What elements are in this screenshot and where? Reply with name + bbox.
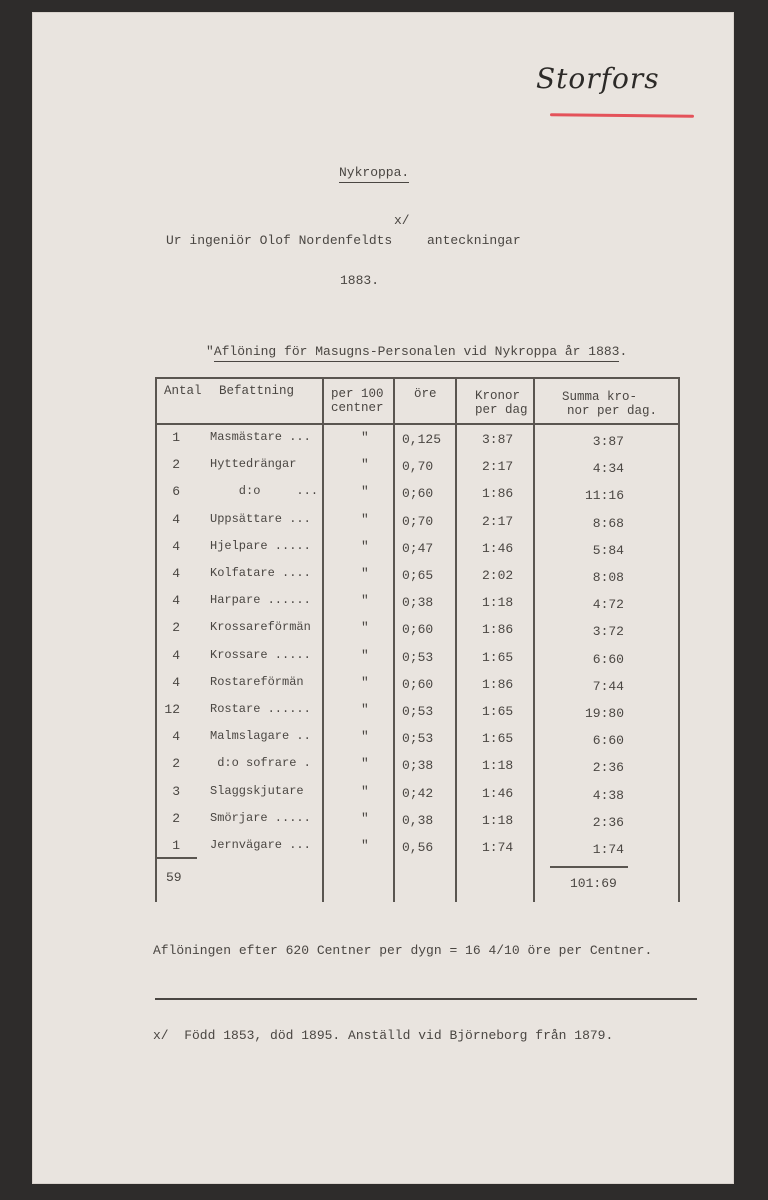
cell-kronor: 1:65 xyxy=(482,731,514,747)
cell-antal: 6 xyxy=(172,484,180,500)
cell-ore: 0;70 xyxy=(402,513,434,529)
cell-antal: 4 xyxy=(172,729,180,745)
cell-kronor: 1:18 xyxy=(482,595,514,611)
cell-per100: " xyxy=(361,593,369,609)
cell-kronor: 1:86 xyxy=(482,486,514,502)
cell-summa: 11:16 xyxy=(584,488,624,504)
cell-summa: 4:72 xyxy=(592,597,624,613)
cell-ore: 0;38 xyxy=(402,758,434,774)
cell-antal: 2 xyxy=(172,756,180,772)
cell-per100: " xyxy=(361,457,369,473)
cell-per100: " xyxy=(361,756,369,772)
cell-kronor: 1:46 xyxy=(482,540,514,556)
caption-quote: " xyxy=(206,344,214,359)
column-divider xyxy=(455,377,457,902)
summa-total-underline xyxy=(550,866,628,868)
column-divider xyxy=(533,377,535,902)
cell-antal: 4 xyxy=(172,647,180,663)
cell-befattning: d:o sofrare . xyxy=(210,756,311,771)
column-divider xyxy=(322,377,324,902)
table-right-border xyxy=(678,377,680,902)
summary-line: Aflöningen efter 620 Centner per dygn = 16 4/10 öre per Centner. xyxy=(153,943,653,958)
handwritten-label: Storfors xyxy=(536,62,660,95)
cell-befattning: Uppsättare ... xyxy=(210,511,311,526)
header-ore: öre xyxy=(414,387,437,401)
cell-antal: 2 xyxy=(172,620,180,636)
cell-per100: " xyxy=(361,674,369,690)
source-line-prefix: Ur ingeniör Olof Nordenfeldts xyxy=(166,233,393,248)
cell-ore: 0;53 xyxy=(402,649,434,665)
table-left-border xyxy=(155,377,157,902)
cell-befattning: Rostare ...... xyxy=(210,702,311,716)
cell-befattning: Krossareförmän xyxy=(210,620,311,635)
cell-kronor: 1:46 xyxy=(482,785,514,801)
cell-ore: 0;53 xyxy=(402,704,434,719)
cell-kronor: 1:65 xyxy=(482,649,514,665)
cell-ore: 0,38 xyxy=(402,812,434,828)
cell-ore: 0;42 xyxy=(402,785,434,801)
cell-befattning: Slaggskjutare xyxy=(210,783,304,798)
cell-summa: 6:60 xyxy=(592,651,624,667)
cell-antal: 4 xyxy=(172,593,180,609)
caption-text: Aflöning för Masugns-Personalen vid Nykroppa år 1883 xyxy=(214,344,620,362)
cell-summa: 3:87 xyxy=(592,434,624,449)
cell-kronor: 1:74 xyxy=(482,840,514,855)
cell-ore: 0,70 xyxy=(402,459,434,475)
table-caption xyxy=(206,344,627,359)
cell-summa: 8:08 xyxy=(592,570,624,585)
cell-per100: " xyxy=(361,647,369,663)
cell-ore: 0;47 xyxy=(402,540,434,556)
cell-per100: " xyxy=(361,538,369,554)
cell-per100: " xyxy=(361,620,369,636)
cell-ore: 0;65 xyxy=(402,568,434,583)
cell-ore: 0;53 xyxy=(402,731,434,747)
source-line-suffix: anteckningar xyxy=(427,233,521,248)
cell-per100: " xyxy=(361,484,369,500)
cell-befattning: Harpare ...... xyxy=(210,593,311,608)
cell-per100: " xyxy=(361,783,369,799)
cell-summa: 5:84 xyxy=(592,542,624,558)
cell-per100: " xyxy=(361,838,369,853)
cell-antal: 1 xyxy=(172,838,180,853)
cell-summa: 8:68 xyxy=(592,515,624,531)
cell-kronor: 2:02 xyxy=(482,568,514,583)
cell-summa: 4:34 xyxy=(592,461,624,477)
place-title: Nykroppa. xyxy=(339,165,409,183)
cell-antal: 2 xyxy=(172,457,180,473)
cell-kronor: 1:18 xyxy=(482,758,514,774)
column-divider xyxy=(393,377,395,902)
cell-summa: 4:38 xyxy=(592,787,624,803)
cell-befattning: Malmslagare .. xyxy=(210,729,311,744)
cell-kronor: 1:86 xyxy=(482,622,514,638)
document-page xyxy=(32,12,734,1184)
cell-befattning: Kolfatare .... xyxy=(210,566,311,580)
cell-kronor: 1:18 xyxy=(482,812,514,828)
cell-per100: " xyxy=(361,702,369,717)
total-antal: 59 xyxy=(166,870,182,885)
cell-summa: 7:44 xyxy=(592,678,624,694)
cell-per100: " xyxy=(361,729,369,745)
cell-ore: 0;60 xyxy=(402,622,434,638)
cell-antal: 1 xyxy=(172,430,180,445)
cell-summa: 3:72 xyxy=(592,624,624,640)
cell-antal: 4 xyxy=(172,674,180,690)
cell-kronor: 3:87 xyxy=(482,432,514,447)
cell-befattning: Krossare ..... xyxy=(210,647,311,662)
year: 1883. xyxy=(340,273,380,288)
cell-kronor: 2:17 xyxy=(482,459,514,475)
cell-befattning: Hyttedrängar xyxy=(210,457,297,472)
total-summa: 101:69 xyxy=(570,876,617,891)
cell-ore: 0,56 xyxy=(402,840,434,855)
table-top-border xyxy=(155,377,679,379)
header-kronor-line2: per dag xyxy=(475,403,528,417)
cell-antal: 3 xyxy=(172,783,180,799)
header-kronor-line1: Kronor xyxy=(475,389,521,403)
cell-summa: 1:74 xyxy=(592,842,624,857)
cell-befattning: Hjelpare ..... xyxy=(210,538,311,553)
header-per100-line1: per 100 xyxy=(331,387,384,401)
cell-kronor: 1:86 xyxy=(482,676,514,692)
cell-summa: 6:60 xyxy=(592,733,624,749)
cell-antal: 4 xyxy=(172,538,180,554)
footnote-text: x/ Född 1853, död 1895. Anställd vid Björneborg från 1879. xyxy=(153,1028,614,1043)
cell-per100: " xyxy=(361,430,369,445)
cell-kronor: 2:17 xyxy=(482,513,514,529)
cell-antal: 4 xyxy=(172,511,180,527)
cell-befattning: d:o ... xyxy=(210,484,319,499)
cell-befattning: Rostareförmän xyxy=(210,674,304,689)
cell-ore: 0;38 xyxy=(402,595,434,611)
footnote-separator xyxy=(155,998,697,1000)
caption-end: . xyxy=(619,344,628,359)
cell-per100: " xyxy=(361,511,369,527)
cell-ore: 0;60 xyxy=(402,486,434,502)
header-antal: Antal xyxy=(164,384,202,398)
antal-total-underline xyxy=(155,857,197,859)
cell-ore: 0;60 xyxy=(402,676,434,692)
cell-kronor: 1:65 xyxy=(482,704,514,719)
cell-per100: " xyxy=(361,566,369,581)
cell-ore: 0,125 xyxy=(402,432,442,447)
cell-summa: 19:80 xyxy=(584,706,624,721)
cell-per100: " xyxy=(361,810,369,826)
cell-summa: 2:36 xyxy=(592,760,624,776)
header-summa-line2: nor per dag. xyxy=(567,404,658,418)
cell-antal: 2 xyxy=(172,810,180,826)
header-per100-line2: centner xyxy=(331,401,384,415)
cell-summa: 2:36 xyxy=(592,814,624,830)
cell-antal: 4 xyxy=(172,566,180,581)
footnote-marker: x/ xyxy=(394,213,410,228)
cell-antal: 12 xyxy=(164,702,180,717)
table-header-border xyxy=(155,423,679,425)
header-befattning: Befattning xyxy=(219,384,295,398)
cell-befattning: Jernvägare ... xyxy=(210,838,311,852)
header-summa-line1: Summa kro- xyxy=(562,390,638,404)
cell-befattning: Masmästare ... xyxy=(210,430,311,444)
cell-befattning: Smörjare ..... xyxy=(210,810,311,825)
